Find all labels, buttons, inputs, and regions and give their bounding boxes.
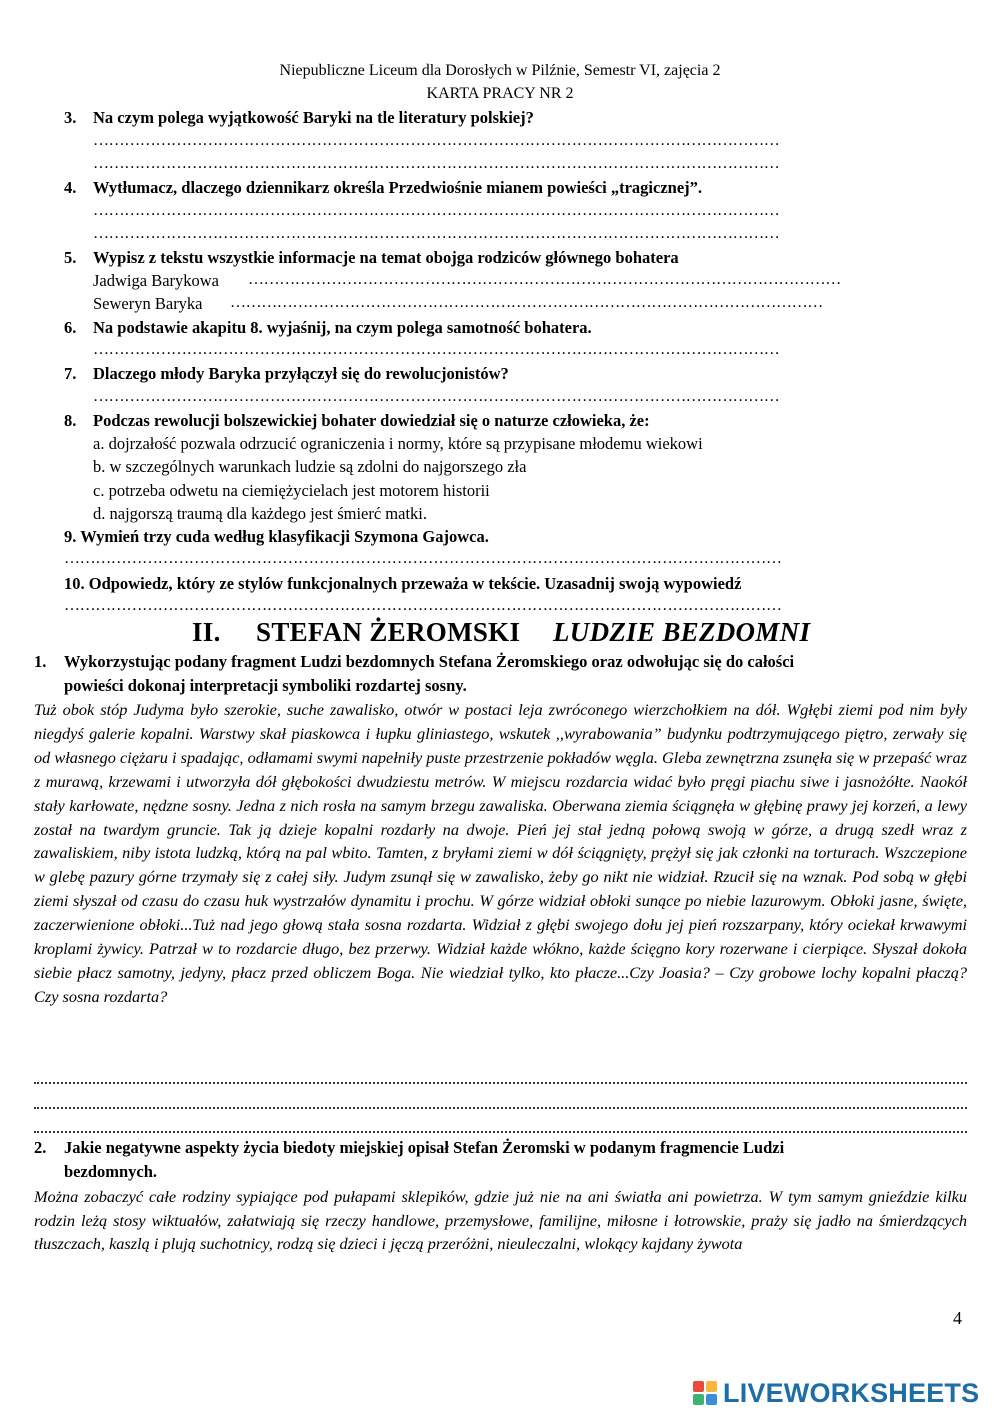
q7-text: Dlaczego młody Baryka przyłączył się do rewolucjonistów? [93, 364, 509, 383]
q4-text: Wytłumacz, dlaczego dziennikarz określa Przedwiośnie mianem powieści „tragicznej”. [93, 178, 703, 197]
q4-number: 4. [64, 178, 77, 197]
page-number: 4 [953, 1308, 962, 1328]
s2-q1-answer-line-1[interactable] [34, 1070, 967, 1084]
s2-q2-line-1: Jakie negatywne aspekty życia biedoty miejskiej opisał Stefan Żeromski w podanym fragmencie Ludzi [64, 1138, 785, 1157]
section-work: LUDZIE BEZDOMNI [553, 617, 811, 647]
q5-mother-answer[interactable]: …………………………………………………………………………………………………… [248, 271, 841, 288]
q5-father-label: Seweryn Baryka [93, 294, 203, 313]
s2-q1-number: 1. [34, 652, 47, 671]
s2-q2-line-2: bezdomnych. [64, 1162, 158, 1181]
liveworksheets-logo[interactable] [693, 1378, 979, 1408]
logo-text: LIVEWORKSHEETS [723, 1377, 980, 1408]
q7-answer-line[interactable]: …………………………………………………………………………………………………………………… [93, 388, 780, 405]
q5-father-answer[interactable]: …………………………………………………………………………………………………… [230, 294, 823, 311]
q10-answer-line[interactable]: ………………………………………………………………………………………………………………………… [64, 597, 782, 614]
s2-q1-passage: Tuż obok stóp Judyma było szerokie, suche zawalisko, otwór w postaci leja zwróconego wierzchołkiem na dół. Wgłębi ziemi pod nim były niegdyś galerie kopalni. Warstwy skał piaskowca i łupku gliniastego, wskutek ,,wyrabowania” budynku podtrzymującego piętro, zerwały się od własnego ciężaru i spadając, odłamami swymi napełniły puste przestrzenie pokładów węgla. Gleba zewnętrzna zsunęła się w przepaść wraz z murawą, krzewami i utworzyła dół głębokości dwudziestu metrów. W miejscu rozdarcia widać było pręgi piachu siwe i jasnożółte. Naokół stały karłowate, nędzne sosny. Jedna z nich rosła na samym brzegu zawaliska. Oberwana ziemia ściągnęła w głębinę prawy jej korzeń, a lewy został na twardym gruncie. Tak ją dzieje kopalni rozdarły na dwoje. Pień jej stał jedną połową swoją w górze, a drugą szedł wraz z zawaliskiem, niby istota ludzką, którą na pal wbito. Tamten, z bryłami ziemi w dół ściągnięty, prężył się jak członki na torturach. Wszczepione w glebę pazury górne trzymały się z całej siły. Judym zsunął się w zawalisko, żeby go nikt nie widział. Rzucił się na wznak. Pod sobą w głębi ziemi słyszał od czasu do czasu huk wystrzałów dynamitu i prochu. W górze widział obłoki sunące po niebie lazurowym. Obłoki jasne, święte, zaczerwienione obłoki...Tuż nad jego głową stała sosna rozdarta. Widział z głębi swojego dołu jej pień rozszarpany, który ociekał krwawymi kroplami żywicy. Patrzał w to rozdarcie długo, bez przerwy. Widział każde włókno, każde ścięgno kory rozerwane i cierpiące. Słyszał dokoła siebie płacz samotny, jedyny, płacz przed obliczem Boga. Nie wiedział tylko, kto płacze...Czy Joasia? – Czy grobowe lochy kopalni płaczą? Czy sosna rozdarta? [34, 700, 967, 1006]
q3-number: 3. [64, 108, 77, 127]
q6-answer-line[interactable]: …………………………………………………………………………………………………………………… [93, 341, 780, 358]
q9-text: 9. Wymień trzy cuda według klasyfikacji Szymona Gajowca. [64, 527, 489, 546]
logo-square-4 [706, 1394, 717, 1405]
q7-number: 7. [64, 364, 77, 383]
q6-number: 6. [64, 318, 77, 337]
q8-number: 8. [64, 411, 77, 430]
logo-square-2 [706, 1381, 717, 1392]
q10-text: 10. Odpowiedz, który ze stylów funkcjonalnych przeważa w tekście. Uzasadnij swoją wypowiedź [64, 574, 742, 593]
q9-answer-line[interactable]: ………………………………………………………………………………………………………………………… [64, 550, 782, 567]
q5-number: 5. [64, 248, 77, 267]
q5-text: Wypisz z tekstu wszystkie informacje na temat obojga rodziców głównego bohatera [93, 248, 679, 267]
q8-option-c[interactable]: c. potrzeba odwetu na ciemiężycielach jest motorem historii [93, 481, 490, 500]
q3-answer-line-1[interactable]: …………………………………………………………………………………………………………………… [93, 132, 780, 149]
q6-text: Na podstawie akapitu 8. wyjaśnij, na czym polega samotność bohatera. [93, 318, 592, 337]
s2-q1-answer-line-3[interactable] [34, 1119, 967, 1133]
s2-q1-line-2: powieści dokonaj interpretacji symboliki rozdartej sosny. [64, 676, 467, 695]
q8-option-a[interactable]: a. dojrzałość pozwala odrzucić ograniczenia i normy, które są przypisane młodemu wiekowi [93, 434, 703, 453]
s2-q2-passage: Można zobaczyć całe rodziny sypiające pod pułapami sklepików, gdzie już nie na ani światła ani powietrza. W tym samym gnieździe kilku rodzin leżą stosy wiktuałów, załatwiają się rzeczy handlowe, przemysłowe, familijne, miłosne i łotrowskie, praży się jadło na śmierdzących tłuszczach, kaszlą i plują suchotnicy, rodzą się dzieci i jęczą przeróżni, nieuleczalni, wlokący kajdany żywota [34, 1187, 967, 1254]
school-header: Niepubliczne Liceum dla Dorosłych w Pilźnie, Semestr VI, zajęcia 2 [279, 62, 721, 79]
logo-square-1 [693, 1381, 704, 1392]
s2-q1-answer-line-2[interactable] [34, 1095, 967, 1109]
q8-text: Podczas rewolucji bolszewickiej bohater dowiedział się o naturze człowieka, że: [93, 411, 650, 430]
s2-q2-number: 2. [34, 1138, 47, 1157]
q4-answer-line-2[interactable]: …………………………………………………………………………………………………………………… [93, 225, 780, 242]
q5-mother-label: Jadwiga Barykowa [93, 271, 220, 290]
q4-answer-line-1[interactable]: …………………………………………………………………………………………………………………… [93, 202, 780, 219]
logo-square-3 [693, 1394, 704, 1405]
logo-mark-icon [693, 1381, 717, 1405]
s2-q1-line-1: Wykorzystując podany fragment Ludzi bezdomnych Stefana Żeromskiego oraz odwołując się do całości [64, 652, 795, 671]
q3-answer-line-2[interactable]: …………………………………………………………………………………………………………………… [93, 155, 780, 172]
worksheet-title: KARTA PRACY NR 2 [426, 85, 574, 102]
q8-option-d[interactable]: d. najgorszą traumą dla każdego jest śmierć matki. [93, 504, 428, 523]
q3-text: Na czym polega wyjątkowość Baryki na tle literatury polskiej? [93, 108, 534, 127]
section-author: STEFAN ŻEROMSKI [256, 617, 521, 647]
section-roman: II. [192, 617, 221, 647]
q8-option-b[interactable]: b. w szczególnych warunkach ludzie są zdolni do najgorszego zła [93, 457, 527, 476]
